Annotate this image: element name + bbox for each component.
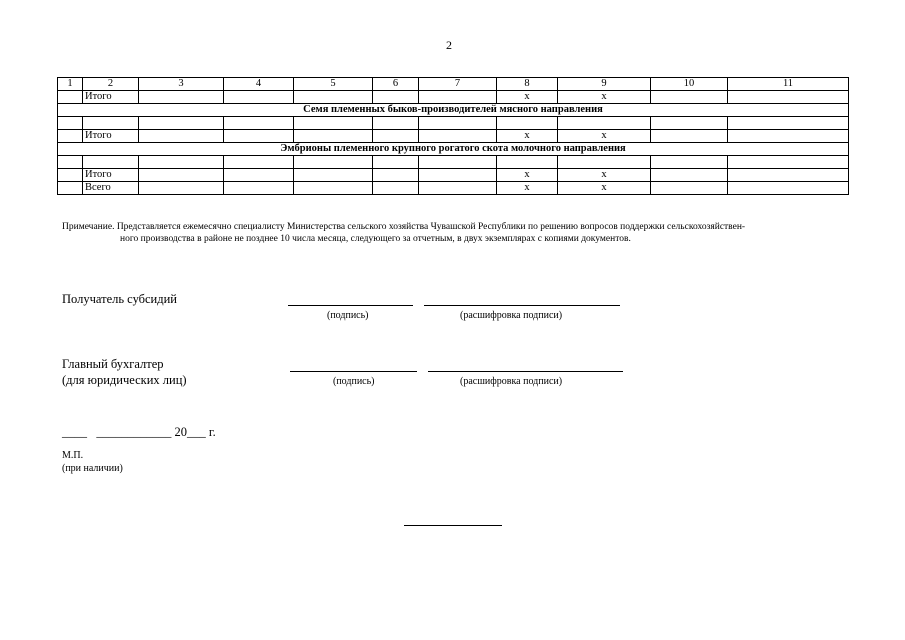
- table-cell: [294, 182, 373, 195]
- table-cell: [373, 156, 419, 169]
- table-cell: [419, 91, 497, 104]
- table-cell: [373, 117, 419, 130]
- table-row: [58, 156, 849, 169]
- header-cell: 9: [558, 78, 651, 91]
- table-cell: [558, 117, 651, 130]
- table-row: [58, 91, 849, 104]
- table-row: [58, 117, 849, 130]
- table-cell: [558, 156, 651, 169]
- table-cell: Итого: [83, 169, 139, 182]
- table-cell: [373, 169, 419, 182]
- recipient-decoding-line: [424, 305, 620, 306]
- table-cell: [651, 169, 728, 182]
- accountant-decoding-line: [428, 371, 623, 372]
- table-cell: [728, 130, 849, 143]
- accountant-sublabel: (для юридических лиц): [62, 373, 187, 387]
- table-cell: [373, 91, 419, 104]
- section-row: [58, 104, 849, 117]
- table-header-row: [58, 78, 849, 91]
- header-cell: 3: [139, 78, 224, 91]
- note-line-1: Примечание. Представляется ежемесячно специалисту Министерства сельского хозяйства Чувашской Республики по решению вопросов поддержки сельскохозяйствен-: [62, 222, 746, 232]
- section-row: [58, 143, 849, 156]
- accountant-label: Главный бухгалтер: [62, 357, 164, 371]
- table-cell: [83, 156, 139, 169]
- header-cell: 1: [58, 78, 83, 91]
- table-cell: [139, 182, 224, 195]
- table-cell: [419, 117, 497, 130]
- table-row: [58, 130, 849, 143]
- table-cell: [651, 91, 728, 104]
- section-title: Эмбрионы племенного крупного рогатого скота молочного направления: [58, 143, 849, 156]
- table-cell: Итого: [83, 130, 139, 143]
- accountant-signature-line: [290, 371, 417, 372]
- table-cell: [651, 130, 728, 143]
- stamp-place: [62, 449, 123, 475]
- table-cell: [419, 156, 497, 169]
- date-line: ____ ____________ 20___ г.: [62, 425, 216, 439]
- table-cell: [58, 117, 83, 130]
- stamp-label: М.П.: [62, 450, 84, 461]
- table-cell: [651, 156, 728, 169]
- table-cell: [294, 156, 373, 169]
- note: [62, 221, 852, 245]
- table-cell: x: [558, 169, 651, 182]
- table-cell: [58, 156, 83, 169]
- table-cell: [224, 130, 294, 143]
- header-cell: 8: [497, 78, 558, 91]
- table-cell: x: [497, 169, 558, 182]
- table-cell: [224, 169, 294, 182]
- table-cell: Итого: [83, 91, 139, 104]
- table-cell: [651, 182, 728, 195]
- table-cell: [294, 130, 373, 143]
- table-cell: [224, 156, 294, 169]
- accountant-decoding-caption: (расшифровка подписи): [460, 376, 563, 387]
- table-cell: [497, 156, 558, 169]
- table-cell: [224, 91, 294, 104]
- recipient-label: Получатель субсидий: [62, 292, 177, 306]
- table-cell: [83, 117, 139, 130]
- table-cell: [728, 169, 849, 182]
- recipient-signature-line: [288, 305, 413, 306]
- table-cell: x: [497, 130, 558, 143]
- table-cell: [728, 91, 849, 104]
- table-cell: [139, 156, 224, 169]
- table-cell: x: [558, 182, 651, 195]
- table-row: [58, 182, 849, 195]
- section-title: Семя племенных быков-производителей мясного направления: [58, 104, 849, 117]
- table-cell: [651, 117, 728, 130]
- table-cell: x: [497, 91, 558, 104]
- table-cell: [58, 169, 83, 182]
- table-cell: [58, 182, 83, 195]
- table-cell: [58, 130, 83, 143]
- table-cell: [419, 169, 497, 182]
- table-cell: x: [497, 182, 558, 195]
- table-row: [58, 169, 849, 182]
- table-cell: x: [558, 91, 651, 104]
- table-cell: [728, 156, 849, 169]
- table-cell: [294, 91, 373, 104]
- table-cell: [224, 117, 294, 130]
- header-cell: 10: [651, 78, 728, 91]
- table-cell: [728, 182, 849, 195]
- footer-line: [404, 525, 502, 526]
- page-number: 2: [446, 38, 452, 52]
- header-cell: 5: [294, 78, 373, 91]
- table-cell: [139, 130, 224, 143]
- header-cell: 2: [83, 78, 139, 91]
- table-cell: x: [558, 130, 651, 143]
- table-cell: [373, 130, 419, 143]
- table-cell: [497, 117, 558, 130]
- table-cell: [294, 117, 373, 130]
- note-line-2: ного производства в районе не позднее 10 числа месяца, следующего за отчетным, в двух экземплярах с копиями документов.: [120, 234, 631, 244]
- table-cell: [728, 117, 849, 130]
- table-cell: [58, 91, 83, 104]
- recipient-decoding-caption: (расшифровка подписи): [460, 310, 563, 321]
- table-cell: [139, 91, 224, 104]
- table-cell: [294, 169, 373, 182]
- table-cell: [373, 182, 419, 195]
- table-cell: [419, 182, 497, 195]
- table-cell: [139, 117, 224, 130]
- stamp-note: (при наличии): [62, 463, 123, 474]
- header-cell: 11: [728, 78, 849, 91]
- header-cell: 4: [224, 78, 294, 91]
- table-cell: Всего: [83, 182, 139, 195]
- table-cell: [224, 182, 294, 195]
- accountant-signature-caption: (подпись): [333, 376, 375, 387]
- header-cell: 7: [419, 78, 497, 91]
- table-cell: [139, 169, 224, 182]
- table-cell: [419, 130, 497, 143]
- header-cell: 6: [373, 78, 419, 91]
- subsidy-table: [57, 77, 849, 195]
- recipient-signature-caption: (подпись): [327, 310, 369, 321]
